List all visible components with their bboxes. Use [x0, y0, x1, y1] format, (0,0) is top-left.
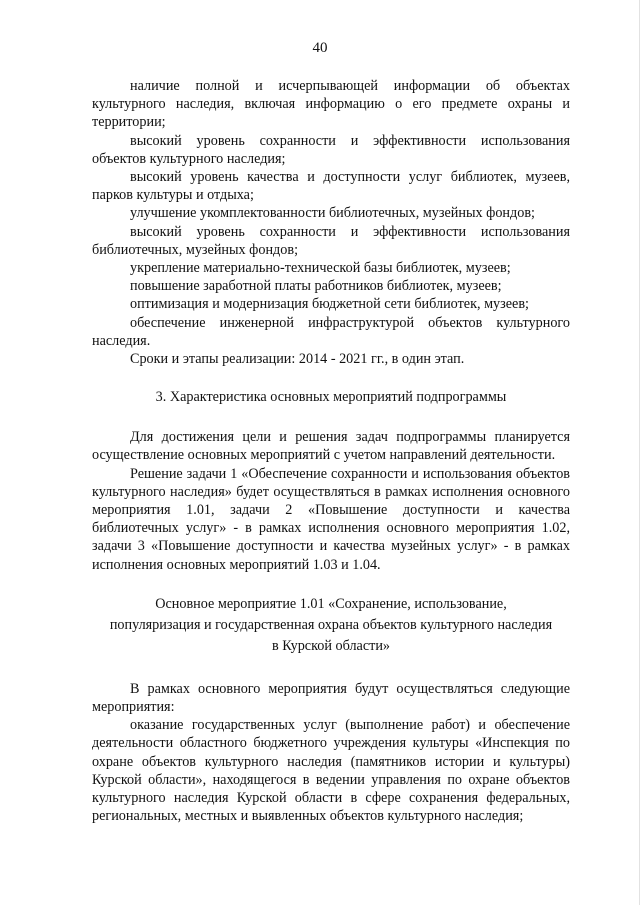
paragraph: Для достижения цели и решения задач подпрограммы планируется осуществление основных мероприятий с учетом направлений деятельности.	[92, 429, 570, 464]
paragraph: оказание государственных услуг (выполнение работ) и обеспечение деятельности областного бюджетного учреждения культуры «Инспекция по охране объектов культурного наследия (памятников истории и культуры) Курской области», находящегося в ведении управления по охране объектов культурного наследия Курской области в сфере сохранения федеральных, региональных, местных и выявленных объектов культурного наследия;	[92, 717, 570, 825]
paragraph: повышение заработной платы работников библиотек, музеев;	[130, 278, 502, 295]
paragraph: высокий уровень сохранности и эффективности использования библиотечных, музейных фондов;	[92, 223, 570, 258]
subsection-heading-line: в Курской области»	[271, 637, 391, 654]
paragraph: улучшение укомплектованности библиотечных, музейных фондов;	[130, 205, 535, 222]
paragraph: Решение задачи 1 «Обеспечение сохранности и использования объектов культурного наследия» будет осуществляться в рамках исполнения основного мероприятия 1.01, задачи 2 «Повышение доступности и качества библиотечных услуг» - в рамках исполнения основного мероприятия 1.02, задачи 3 «Повышение доступности и качества музейных услуг» - в рамках исполнения основных мероприятий 1.03 и 1.04.	[92, 465, 570, 573]
paragraph: высокий уровень качества и доступности услуг библиотек, музеев, парков культуры и отдыха;	[92, 169, 570, 204]
section-body	[92, 428, 570, 574]
subsection-heading-line: популяризация и государственная охрана объектов культурного наследия	[109, 616, 553, 633]
paragraph: оптимизация и модернизация бюджетной сети библиотек, музеев;	[130, 296, 529, 313]
subsection-heading-line: Основное мероприятие 1.01 «Сохранение, использование,	[155, 595, 507, 612]
subsection-body	[92, 680, 570, 826]
page-number: 40	[312, 40, 328, 56]
paragraph: обеспечение инженерной инфраструктурой объектов культурного наследия.	[92, 314, 570, 349]
section-heading: 3. Характеристика основных мероприятий подпрограммы	[155, 389, 507, 406]
paragraph: высокий уровень сохранности и эффективности использования объектов культурного наследия;	[92, 132, 570, 167]
document-body	[92, 77, 570, 826]
paragraph: Сроки и этапы реализации: 2014 - 2021 гг., в один этап.	[130, 351, 465, 368]
paragraph: укрепление материально-технической базы библиотек, музеев;	[130, 260, 511, 277]
paragraph: наличие полной и исчерпывающей информации об объектах культурного наследия, включая информацию о его предмете охраны и территории;	[92, 78, 570, 131]
subsection-heading	[92, 594, 570, 657]
paragraph: В рамках основного мероприятия будут осуществляться следующие мероприятия:	[92, 680, 570, 716]
